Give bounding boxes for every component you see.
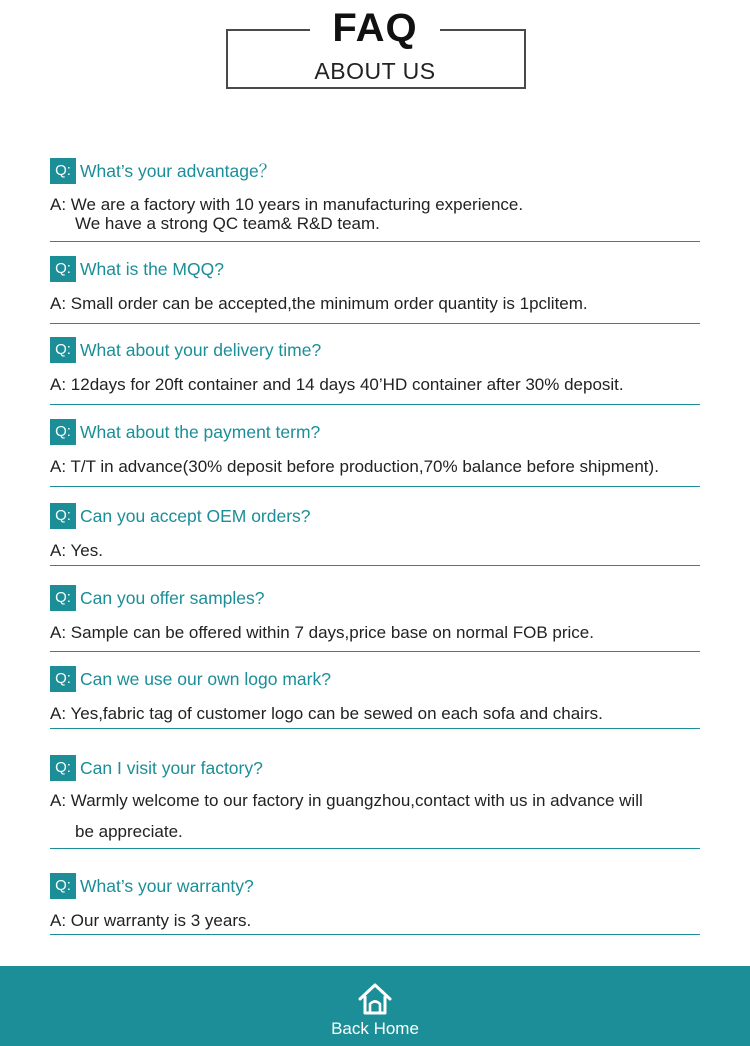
faq-answer: A: T/T in advance(30% deposit before production,70% balance before shipment). [50,457,659,476]
q-badge: Q: [50,873,76,899]
back-home-label[interactable]: Back Home [331,1019,419,1038]
faq-question: What’s your advantage？ [80,161,277,181]
faq-question: Can we use our own logo mark? [80,669,331,689]
divider [50,651,700,652]
home-icon[interactable] [357,982,393,1016]
faq-answer: A: Our warranty is 3 years. [50,911,252,930]
q-badge: Q: [50,755,76,781]
faq-question: Can you accept OEM orders? [80,506,311,526]
faq-item-payment [50,419,700,487]
faq-item-advantage [50,158,700,242]
faq-question: Can I visit your factory? [80,758,263,778]
faq-question: What about the payment term? [80,422,321,442]
faq-question: What’s your warranty? [80,876,254,896]
faq-answer: A: 12days for 20ft container and 14 days 40’HD container after 30% deposit. [50,375,624,394]
divider [50,565,700,566]
faq-answer: A: Yes,fabric tag of customer logo can be sewed on each sofa and chairs. [50,704,603,723]
faq-answer: A: Yes. [50,541,103,560]
faq-item-oem [50,503,700,566]
divider [50,241,700,242]
faq-question: What about your delivery time? [80,340,322,360]
divider [50,486,700,487]
divider [50,323,700,324]
faq-answer: A: Sample can be offered within 7 days,price base on normal FOB price. [50,623,594,642]
divider [50,728,700,729]
faq-item-samples [50,585,700,652]
q-badge: Q: [50,666,76,692]
faq-item-warranty [50,873,700,935]
faq-item-delivery [50,337,700,405]
q-badge: Q: [50,337,76,363]
q-badge: Q: [50,256,76,282]
faq-answer: A: Warmly welcome to our factory in guangzhou,contact with us in advance will be appreciate. [50,791,643,841]
faq-question: What is the MQQ? [80,259,224,279]
faq-question: Can you offer samples? [80,588,265,608]
page-title: FAQ [0,4,750,52]
q-badge: Q: [50,585,76,611]
faq-answer: A: We are a factory with 10 years in manufacturing experience. We have a strong QC team& R&D team. [50,195,524,233]
faq-item-logo [50,666,700,729]
divider [50,404,700,405]
q-badge: Q: [50,419,76,445]
q-badge: Q: [50,503,76,529]
faq-answer: A: Small order can be accepted,the minimum order quantity is 1pclitem. [50,294,588,313]
faq-item-visit [50,755,700,849]
page-subtitle: ABOUT US [314,58,436,84]
q-badge: Q: [50,158,76,184]
divider [50,848,700,849]
faq-item-mqq [50,256,700,324]
divider [50,934,700,935]
